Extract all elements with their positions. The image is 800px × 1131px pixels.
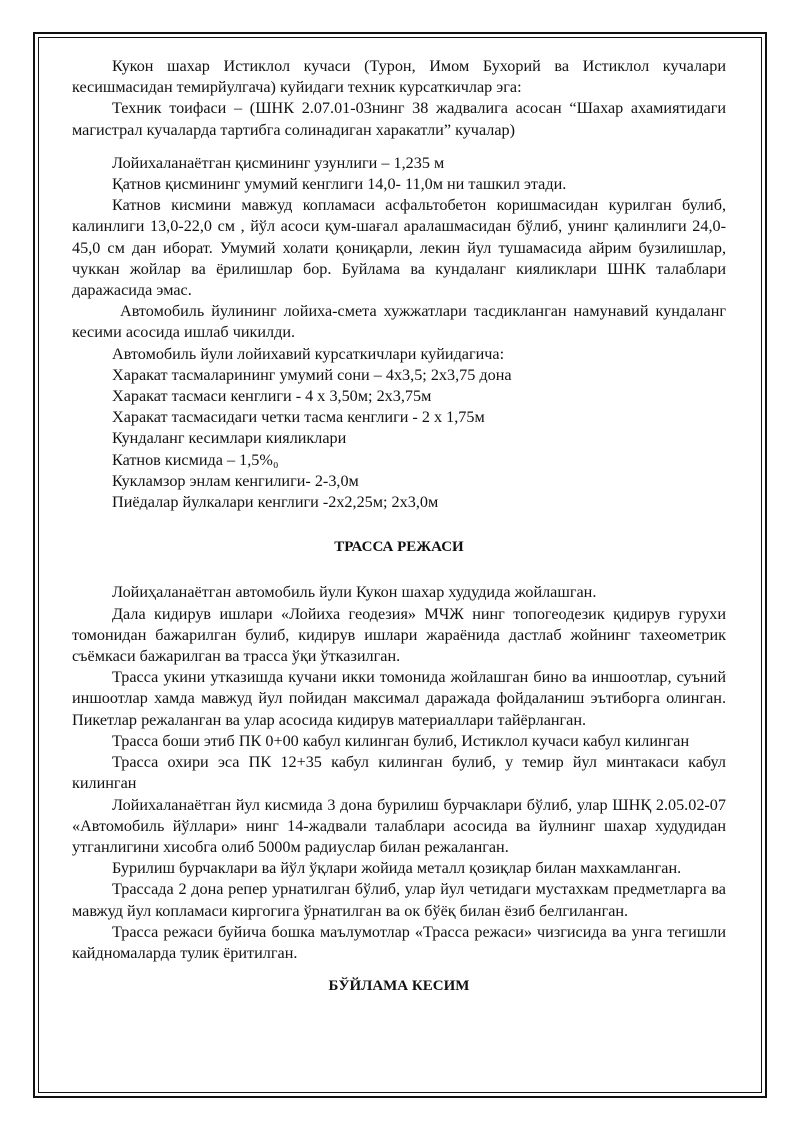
spacer xyxy=(72,513,726,537)
parameter-list xyxy=(72,344,726,514)
list-item: Автомобиль йули лойихавий курсаткичлари куйидагича: xyxy=(112,344,505,363)
paragraph: Катнов кисмини мавжуд копламаси асфальтобетон коришмасидан курилган булиб, калинлиги 13,0-22,0 см , йўл асоси қум-шағал аралашмасидан бўлиб, унинг қалинлиги 24,0-45,0 см дан иборат. Умумий холати қониқарли, лекин йул тушамасида айрим бузилишлар, чуккан жойлар ва ёрилишлар бор. Буйлама ва кундаланг кияликлари ШНК талаблари даражасида эмас. xyxy=(72,196,726,300)
list-item: Харакат тасмаси кенглиги - 4 х 3,50м; 2х3,75м xyxy=(112,387,432,406)
paragraph: Трасса укини утказишда кучани икки томонида жойлашган бино ва иншоотлар, суъний иншоотлар хамда мавжуд йул пойидан максимал даражада фойдаланиш эътиборга олинган. Пикетлар режаланган ва улар асосида кидирув материаллари тайёрланган. xyxy=(72,668,726,729)
paragraph: Бурилиш бурчаклари ва йўл ўқлари жойида металл қозиқлар билан махкамланган. xyxy=(112,859,682,878)
list-item: Катнов кисмида – 1,5%₀ xyxy=(112,450,279,469)
paragraph: Лойихаланаётган қисмининг узунлиги – 1,235 м xyxy=(112,153,445,172)
section-heading: ТРАССА РЕЖАСИ xyxy=(334,539,464,556)
paragraph: Автомобиль йулининг лойиха-смета хужжатлари тасдикланган намунавий кундаланг кесими асосида ишлаб чикилди. xyxy=(72,302,726,342)
section-heading: БЎЙЛАМА КЕСИМ xyxy=(328,978,470,995)
paragraph: Лойиҳаланаётган автомобиль йули Кукон шахар худудида жойлашган. xyxy=(112,583,597,602)
paragraph: Дала кидирув ишлари «Лойиха геодезия» МЧЖ нинг топогеодезик қидирув гурухи томонидан бажарилган булиб, кидирув ишлари жараёнида дастлаб жойнинг тахеометрик съёмкаси бажарилган ва трасса ўқи ўтказилган. xyxy=(72,604,726,666)
spacer xyxy=(72,141,726,153)
list-item: Пиёдалар йулкалари кенглиги -2х2,25м; 2х3,0м xyxy=(112,493,439,512)
paragraph: Қатнов қисмининг умумий кенглиги 14,0- 11,0м ни ташкил этади. xyxy=(112,175,567,194)
spacer xyxy=(72,964,726,976)
list-item: Кундаланг кесимлари кияликлари xyxy=(112,429,347,448)
list-item: Харакат тасмасидаги четки тасма кенглиги - 2 х 1,75м xyxy=(112,408,485,427)
document-body xyxy=(72,56,726,997)
paragraph: Кукон шахар Истиклол кучаси (Турон, Имом Бухорий ва Истиклол кучалари кесишмасидан темирйулгача) куйидаги техник курсаткичлар эга: xyxy=(72,57,726,97)
list-item: Кукламзор энлам кенгилиги- 2-3,0м xyxy=(112,471,359,490)
paragraph: Трасса охири эса ПК 12+35 кабул килинган булиб, у темир йул минтакаси кабул килинган xyxy=(72,753,726,793)
list-item: Харакат тасмаларининг умумий сони – 4х3,5; 2х3,75 дона xyxy=(112,365,512,384)
spacer xyxy=(72,558,726,582)
paragraph: Трасса режаси буйича бошка маълумотлар «Трасса режаси» чизгисида ва унга тегишли кайдномаларда тулик ёритилган. xyxy=(72,922,726,962)
paragraph: Трасса боши этиб ПК 0+00 кабул килинган булиб, Истиклол кучаси кабул килинган xyxy=(112,731,690,750)
paragraph: Лойихаланаётган йул кисмида 3 дона бурилиш бурчаклари бўлиб, улар ШНҚ 2.05.02-07 «Автомобиль йўллари» нинг 14-жадвали талаблари асосида ва йулнинг шахар худудидан утганлигини хисобга олиб 5000м радиуслар билан режаланган. xyxy=(72,795,726,856)
paragraph: Трассада 2 дона репер урнатилган бўлиб, улар йул четидаги мустахкам предметларга ва мавжуд йул копламаси киргогига ўрнатилган ва ок бўёқ билан ёзиб белгиланган. xyxy=(72,880,726,920)
paragraph: Техник тоифаси – (ШНК 2.07.01-03нинг 38 жадвалига асосан “Шахар ахамиятидаги магистрал кучаларда тартибга солинадиган харакатли” кучалар) xyxy=(72,99,726,139)
